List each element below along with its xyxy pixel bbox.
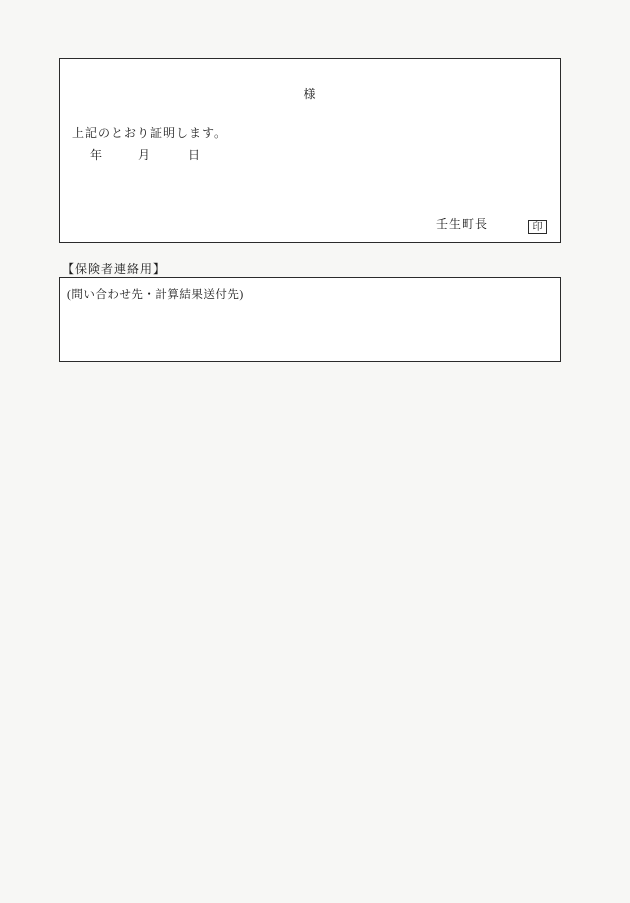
date-line — [90, 146, 218, 163]
date-year-label: 年 — [90, 148, 104, 162]
contact-box — [59, 277, 561, 362]
certification-statement: 上記のとおり証明します。 — [72, 126, 228, 140]
signer-name: 壬生町長 — [435, 217, 488, 231]
seal-stamp-box: 印 — [528, 220, 547, 234]
date-month-label: 月 — [138, 148, 152, 162]
date-day-label: 日 — [188, 148, 202, 162]
addressee-honorific: 様 — [303, 87, 317, 101]
contact-section-heading: 【保険者連絡用】 — [62, 262, 167, 276]
certificate-box — [59, 58, 561, 243]
contact-box-caption: (問い合わせ先・計算結果送付先) — [67, 289, 244, 301]
